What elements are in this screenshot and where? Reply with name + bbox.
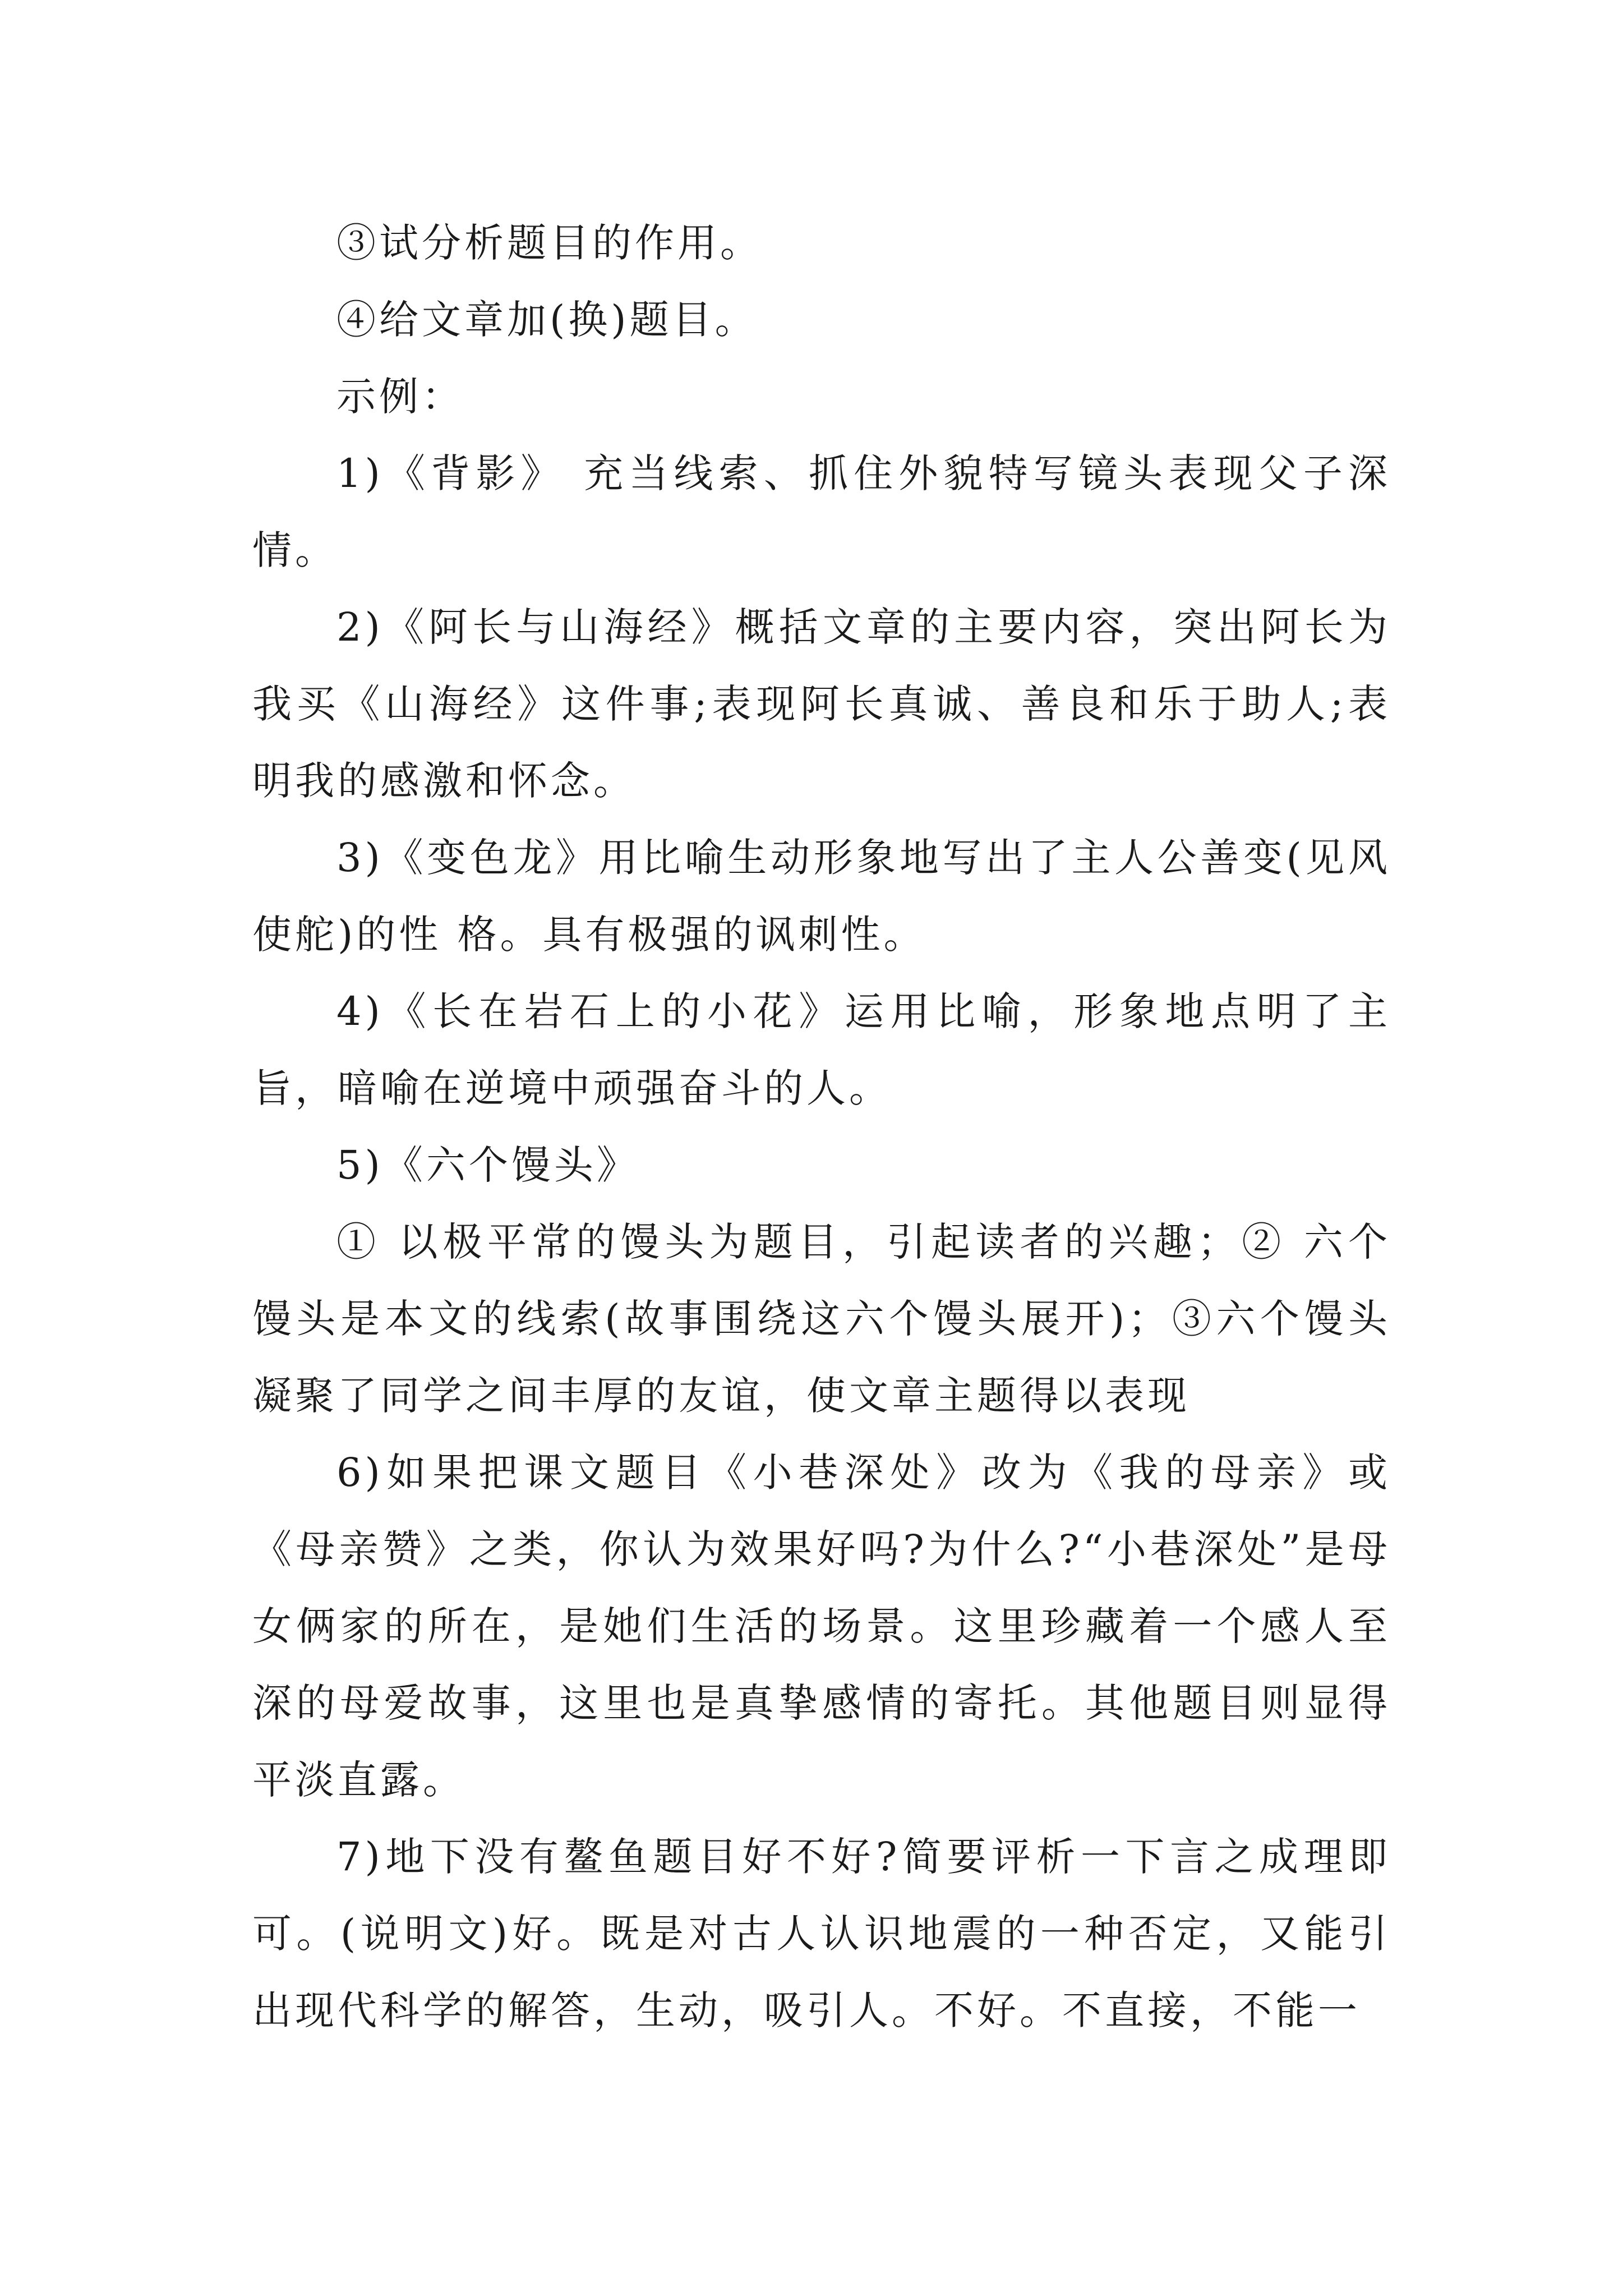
paragraph-item-4: ④给文章加(换)题目。 [336,297,758,343]
paragraph-example-5-body: ① 以极平常的馒头为题目，引起读者的兴趣；② 六个馒头是本文的线索(故事围绕这六个馒头展开)；③六个馒头凝聚了同学之间丰厚的友谊，使文章主题得以表现 [252,1219,1391,1419]
paragraph-example-5-title: 5)《六个馒头》 [336,1142,639,1188]
paragraph-example-heading: 示例： [336,374,464,420]
paragraph-example-4: 4)《长在岩石上的小花》运用比喻，形象地点明了主旨，暗喻在逆境中顽强奋斗的人。 [252,988,1391,1111]
document-body [252,205,1391,2049]
paragraph-example-3: 3)《变色龙》用比喻生动形象地写出了主人公善变(见风使舵)的性 格。具有极强的讽刺性。 [252,835,1391,958]
paragraph-item-3: ③试分析题目的作用。 [336,220,763,266]
paragraph-example-2: 2)《阿长与山海经》概括文章的主要内容，突出阿长为我买《山海经》这件事;表现阿长真诚、善良和乐于助人;表明我的感激和怀念。 [252,604,1391,804]
paragraph-example-7: 7)地下没有鳌鱼题目好不好?简要评析一下言之成理即可。(说明文)好。既是对古人认识地震的一种否定，又能引出现代科学的解答，生动，吸引人。不好。不直接，不能一 [252,1834,1391,2033]
paragraph-example-1: 1)《背影》 充当线索、抓住外貌特写镜头表现父子深情。 [252,450,1391,573]
paragraph-example-6: 6)如果把课文题目《小巷深处》改为《我的母亲》或《母亲赞》之类，你认为效果好吗?为什么?“小巷深处”是母女俩家的所在，是她们生活的场景。这里珍藏着一个感人至深的母爱故事，这里也是真挚感情的寄托。其他题目则显得平淡直露。 [252,1450,1391,1803]
